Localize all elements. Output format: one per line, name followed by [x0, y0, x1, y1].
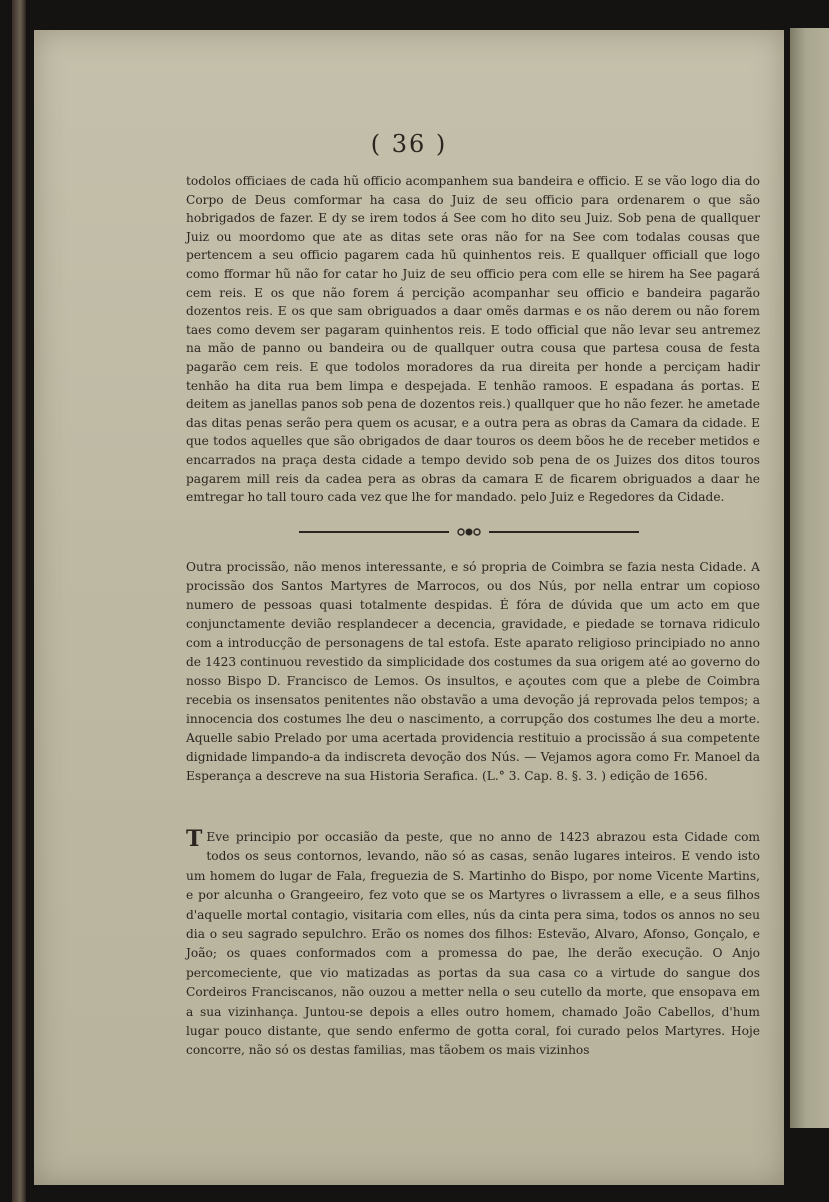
ordinance-text: todolos officiaes de cada hũ officio acompanhem sua bandeira e officio. E se vão logo dia do Corpo de Deus comformar ha casa do Juiz de seu officio para ordenarem o que são hobrigados de fazer. E dy se irem todos á See com ho dito seu Juiz. Sob pena de quallquer Juiz ou moordomo que ate as ditas sete oras não for na See com todalas cousas que pertencem a seu officio pagarem cada hũ quinhentos reis. E quallquer officiall que logo como fformar hũ não for catar ho Juiz de seu officio pera com elle se hirem ha See pagará cem reis. E os que não forem á percição acompanhar seu officio e bandeira pagarão dozentos reis. E os que sam obriguados a daar omẽs darmas e os não derem ou não forem taes como devem ser pagaram quinhentos reis. E todo official que não levar seu antremez na mão de panno ou bandeira ou de quallquer outra cousa que partesa cousa de festa pagarão cem reis. E que todolos moradores da rua direita per honde a perciçam hadir tenhão ha dita rua bem limpa e despejada. E tenhão ramoos. E espadana ás portas. E deitem as janellas panos sob pena de dozentos reis.) quallquer que ho não fezer. he ametade das ditas penas serão pera quem os acusar, e a outra pera as obras da Camara da cidade. E que todos aquelles que são obrigados de daar touros os deem bõos he de receber metidos e encarrados na praça desta cidade a tempo devido sob pena de os Juizes dos ditos touros pagarem mill reis da cadea pera as obras da camara E de ficarem obriguados a daar he emtregar ho tall touro cada vez que lhe for mandado. pelo Juiz e Regedores da Cidade. [186, 174, 760, 505]
historia-serafica-quote [186, 828, 760, 1061]
section-divider [299, 527, 639, 537]
quote-text: Eve principio por occasião da peste, que no anno de 1423 abrazou esta Cidade com todos os seus contornos, levando, não só as casas, senão lugares inteiros. E vendo isto um homem do lugar de Fala, freguezia de S. Martinho do Bispo, por nome Vicente Martins, e por alcunha o Grangeeiro, fez voto que se os Martyres o livrassem a elle, e a seus filhos d'aquelle mortal contagio, visitaria com elles, nús da cinta pera sima, todos os annos no seu dia o seu sagrado sepulchro. Erão os nomes dos filhos: Estevão, Alvaro, Afonso, Gonçalo, e João; os quaes conformados com a promessa do pae, lhe derão execução. O Anjo percomeciente, que vio matizadas as portas da sua casa co a virtude do sangue dos Cordeiros Franciscanos, não ouzou a metter nella o seu cutello da morte, que ensopava em a sua vizinhança. Juntou-se depois a elles outro homem, chamado João Cabellos, d'hum lugar pouco distante, que sendo enfermo de gotta coral, foi curado pelos Martyres. Hoje concorre, não só os destas familias, mas tãobem os mais vizinhos [186, 830, 760, 1058]
adjacent-page-edge [790, 28, 829, 1128]
drop-cap: T [186, 826, 203, 852]
binding-edge [12, 0, 26, 1202]
page-number: ( 36 ) [370, 130, 448, 158]
procession-paragraph: Outra procissão, não menos interessante, e só propria de Coimbra se fazia nesta Cidade. A procissão dos Santos Martyres de Marrocos, ou dos Nús, por nella entrar um copioso numero de pessoas quasi totalmente despidas. É fóra de dúvida que um acto em que conjunctamente devião resplandecer a decencia, gravidade, e piedade se tornava ridiculo com a introducção de personagens de tal estofa. Este aparato religioso principiado no anno de 1423 continuou revestido da simplicidade dos costumes da sua origem até ao governo do nosso Bispo D. Francisco de Lemos. Os insultos, e açoutes com que a plebe de Coimbra recebia os insensatos penitentes não obstavão a uma devoção já reprovada pelos tempos; a innocencia dos costumes lhe deu o nascimento, a corrupção dos costumes lhe deu a morte. Aquelle sabio Prelado por uma acertada providencia restituio a procissão á sua competente dignidade limpando-a da indiscreta devoção dos Nús. — Vejamos agora como Fr. Manoel da Esperança a descreve na sua Historia Serafica. (L.° 3. Cap. 8. §. 3. ) edição de 1656. [186, 560, 760, 783]
book-page [34, 30, 784, 1185]
